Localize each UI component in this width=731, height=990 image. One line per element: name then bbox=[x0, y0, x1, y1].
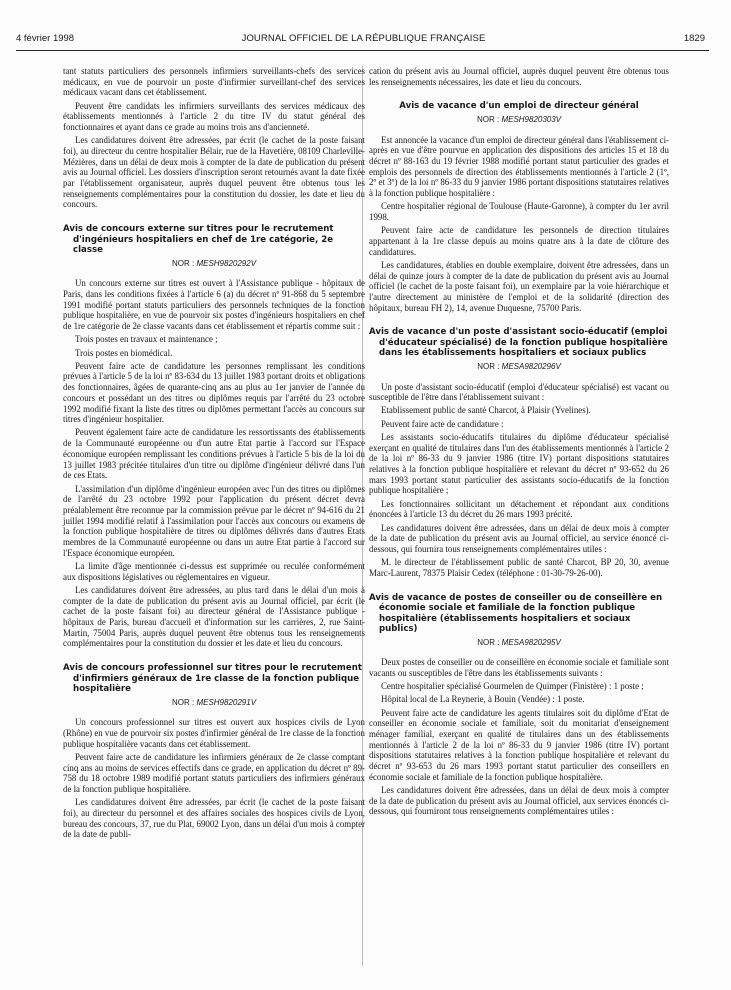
paragraph: Les candidatures doivent être adressées, dans un délai de deux mois à compter de la date de publication du présent avis au Journal officiel, aux services énoncés ci-dessous, qui fourniront tous renseignements complémentaires utiles : bbox=[369, 784, 669, 817]
paragraph: Peuvent faire acte de candidature les personnels de direction titulaires appartenant à la 1re classe depuis au moins quatre ans à la date de clôture des candidatures. bbox=[369, 225, 669, 257]
nor-reference bbox=[369, 638, 669, 649]
nor-label: NOR : bbox=[171, 258, 195, 268]
paragraph: Trois postes en biomédical. bbox=[75, 347, 173, 358]
page-number: 1829 bbox=[683, 33, 705, 44]
paragraph: Un concours professionnel sur titres est ouvert aux hospices civils de Lyon (Rhône) en vue de pourvoir six postes d'infirmier général de 1re classe de la fonction publique hospitalière vacants dans cet établissement. bbox=[63, 717, 365, 749]
paragraph: Les candidatures doivent être adressées, par écrit (le cachet de la poste faisant foi), au directeur du centre hospitalier Bélair, rue de la Havetière, 08109 Charleville-Mézières, dans un délai de deux mois à compter de la date de publication du présent avis au Journal officiel. Les dossiers d'inscription seront retournés avant la date fixée par l'établissement organisateur, auprès duquel peuvent être obtenus tous les renseignements complémentaires pour la constitution du dossier, les date et lieu du concours. bbox=[63, 135, 365, 210]
paragraph: Un concours externe sur titres est ouvert à l'Assistance publique - hôpitaux de Paris, dans les conditions fixées à l'article 6 (a) du décret nº 91-868 du 5 septembre 1991 modifié portant statuts particuliers des personnels techniques de la fonction publique hospitalière, en vue de pourvoir six postes d'ingénieurs hospitaliers en chef de 1re catégorie de 2e classe vacants dans cet établissement et répartis comme suit : bbox=[63, 278, 365, 332]
paragraph: Les candidatures doivent être adressées, dans un délai de deux mois à compter de la date de publication du présent avis au Journal officiel, au service énoncé ci-dessous, qui fournira tous renseignements complémentaires utiles : bbox=[369, 522, 669, 554]
notice-concours-externe-ingenieurs bbox=[63, 224, 365, 649]
paragraph: Peuvent être candidats les infirmiers surveillants des services médicaux des établissements mentionnés à l'article 2 du titre IV du statut général des fonctionnaires et ayant dans ce grade au moins trois ans d'ancienneté. bbox=[63, 100, 365, 133]
paragraph: Les fonctionnaires sollicitant un détachement et répondant aux conditions énoncées à l'article 13 du décret du 26 mars 1993 précité. bbox=[369, 498, 669, 520]
notice-title: Avis de vacance d'un poste d'assistant socio-éducatif (emploi d'éducateur spécialisé) de la fonction publique hospitalière dans les établissements hospitaliers et sociaux publics bbox=[369, 327, 668, 359]
nor-code: MESH9820292V bbox=[196, 258, 257, 268]
paragraph: Est annoncée la vacance d'un emploi de directeur général dans l'établissement ci-après en vue d'être pourvue en application des dispositions des articles 15 et 18 du décret nº 88-163 du 19 février 1988 modifié portant statut particulier des grades et emplois des personnels de direction des établissements mentionnés à l'article 2 (1º, 2º et 3º) de la loi nº 86-33 du 9 janvier 1986 portant dispositions statutaires relatives à la fonction publique hospitalière : bbox=[369, 134, 669, 199]
paragraph: Un poste d'assistant socio-éducatif (emploi d'éducateur spécialisé) est vacant ou susceptible de l'être dans l'établissement suivant : bbox=[369, 381, 669, 403]
paragraph: Peuvent faire acte de candidature les personnes remplissant les conditions prévues à l'article 5 de la loi nº 83-634 du 13 juillet 1983 portant droits et obligations des fonctionnaires, âgées de quarante-cinq ans au plus au 1er janvier de l'année du concours et possédant un des titres ou diplômes requis par l'arrêté du 23 octobre 1992 modifié fixant la liste des titres ou diplômes permettant l'accès au concours sur titres d'ingénieur hospitalier. bbox=[63, 360, 365, 425]
notice-title: Avis de vacance d'un emploi de directeur général bbox=[399, 101, 639, 112]
nor-code: MESH9820291V bbox=[196, 697, 257, 707]
journal-title: JOURNAL OFFICIEL DE LA RÉPUBLIQUE FRANÇAISE bbox=[241, 33, 486, 44]
nor-label: NOR : bbox=[476, 114, 500, 124]
paragraph: La limite d'âge mentionnée ci-dessus est supprimée ou reculée conformément aux dispositions législatives ou réglementaires en vigueur. bbox=[63, 560, 365, 582]
nor-reference bbox=[63, 259, 365, 270]
paragraph: L'assimilation d'un diplôme d'ingénieur européen avec l'un des titres ou diplômes de l'arrêté du 23 octobre 1992 pour l'application du présent décret devra préalablement être reconnue par la commission prévue par le décret nº 94-616 du 21 juillet 1994 modifié relatif à l'assimilation pour l'accès aux concours ou examens de la fonction publique hospitalière de titres ou diplômes délivrés dans d'autres Etats membres de la Communauté européenne ou dans un autre Etat partie à l'accord sur l'Espace économique européen. bbox=[63, 483, 365, 558]
nor-code: MESA9820295V bbox=[501, 637, 561, 647]
paragraph: Deux postes de conseiller ou de conseillère en économie sociale et familiale sont vacants ou susceptibles de l'être dans les établissements suivants : bbox=[369, 657, 669, 678]
notice-title: Avis de vacance de postes de conseiller ou de conseillère en économie sociale et familiale de la fonction publique hospitalière (établissements hospitaliers et sociaux publics) bbox=[369, 592, 663, 635]
page-header bbox=[16, 30, 711, 48]
paragraph: tant statuts particuliers des personnels infirmiers surveillants-chefs des services médicaux, en vue de pourvoir un poste d'infirmier surveillant-chef des services médicaux vacant dans cet établissement. bbox=[63, 66, 365, 98]
paragraph: Les candidatures, établies en double exemplaire, doivent être adressées, dans un délai de quinze jours à compter de la date de publication du présent avis au Journal officiel (le cachet de la poste faisant foi), un exemplaire par la voie hiérarchique et l'autre directement au ministère de l'emploi et de la solidarité (direction des hôpitaux, bureau FH 2), 14, avenue Duquesne, 75700 Paris. bbox=[369, 259, 669, 313]
paragraph: Etablissement public de santé Charcot, à Plaisir (Yvelines). bbox=[381, 405, 591, 416]
header-date: 4 février 1998 bbox=[16, 33, 75, 44]
paragraph: Les candidatures doivent être adressées, par écrit (le cachet de la poste faisant foi), au directeur du personnel et des affaires sociales des hospices civils de Lyon, bureau des concours, 37, rue du Plat, 69002 Lyon, dans un délai d'un mois à compter de la date de publi- bbox=[63, 797, 365, 840]
notice-title: Avis de concours externe sur titres pour le recrutement d'ingénieurs hospitaliers en chef de 1re catégorie, 2e classe bbox=[63, 224, 334, 256]
paragraph: Peuvent faire acte de candidature les infirmiers généraux de 2e classe comptant cinq ans au moins de services effectifs dans ce grade, en application du décret nº 89-758 du 18 octobre 1989 modifié portant statuts particuliers des infirmiers généraux de la fonction publique hospitalière. bbox=[63, 751, 365, 794]
paragraph: Les candidatures doivent être adressées, au plus tard dans le délai d'un mois à compter de la date de publication du présent avis au Journal officiel, par écrit (le cachet de la poste faisant foi) au directeur général de l'Assistance publique - hôpitaux de Paris, bureau d'accueil et d'information sur les carrières, 2, rue Saint-Martin, 75004 Paris, auprès duquel peuvent être obtenus tous les renseignements complémentaires pour la constitution du dossier et les date et lieu du concours. bbox=[63, 584, 365, 649]
notice-vacance-directeur-general bbox=[369, 101, 669, 313]
right-column bbox=[369, 66, 669, 820]
nor-label: NOR : bbox=[477, 361, 500, 371]
nor-label: NOR : bbox=[171, 697, 195, 707]
nor-code: MESA9820296V bbox=[501, 361, 561, 371]
paragraph: Peuvent faire acte de candidature les agents titulaires soit du diplôme d'Etat de conseiller en économie sociale et familiale, soit du monitariat d'enseignement ménager familial, exerçant en qualité de titulaires dans un des établissements mentionnés à l'article 2 de la loi nº 86-33 du 9 janvier 1986 (titre IV) portant dispositions statutaires relatives à la fonction publique hospitalière et relevant du décret nº 93-653 du 26 mars 1993 portant statut particulier des conseillers en économie sociale et familiale de la fonction publique hospitalière. bbox=[369, 707, 669, 782]
paragraph: Peuvent faire acte de candidature : bbox=[381, 418, 504, 429]
paragraph: Peuvent également faire acte de candidature les ressortissants des établissements de la Communauté européenne ou d'un autre Etat partie à l'accord sur l'Espace économique européen remplissant les conditions prévues à l'article 5 bis de la loi du 13 juillet 1983 précitée titulaires d'un titre ou diplôme d'ingénieur délivré dans l'un de ces Etats. bbox=[63, 427, 365, 481]
notice-vacance-assistant-socio-educatif bbox=[369, 327, 669, 578]
paragraph: Centre hospitalier régional de Toulouse (Haute-Garonne), à compter du 1er avril 1998. bbox=[369, 201, 669, 223]
nor-reference bbox=[369, 115, 669, 126]
paragraph: Centre hospitalier spécialisé Gourmelen de Quimper (Finistère) : 1 poste ; bbox=[381, 681, 644, 692]
nor-reference bbox=[369, 362, 669, 373]
paragraph: cation du présent avis au Journal officiel, auprès duquel peuvent être obtenus tous les renseignements nécessaires, les date et lieu du concours. bbox=[369, 66, 669, 87]
nor-label: NOR : bbox=[477, 637, 500, 647]
paragraph: Les assistants socio-éducatifs titulaires du diplôme d'éducateur spécialisé exerçant en qualité de titulaires dans l'un des établissements mentionnés à l'article 2 de la loi nº 86-33 du 9 janvier 1986 (titre IV) portant dispositions statutaires relatives à la fonction publique hospitalière et relevant du décret nº 93-652 du 26 mars 1993 portant statut particulier des assistants socio-éducatifs de la fonction publique hospitalière ; bbox=[369, 431, 669, 496]
notice-vacance-conseiller-economie-sociale bbox=[369, 593, 669, 818]
paragraph: Trois postes en travaux et maintenance ; bbox=[75, 334, 218, 345]
notice-concours-infirmiers-generaux bbox=[63, 663, 365, 840]
notice-title: Avis de concours professionnel sur titres pour le recrutement d'infirmiers généraux de 1re classe de la fonction publique hospitalière bbox=[63, 663, 362, 695]
header-divider bbox=[16, 50, 709, 51]
nor-reference bbox=[63, 698, 365, 709]
paragraph: M. le directeur de l'établissement public de santé Charcot, BP 20, 30, avenue Marc-Laurent, 78375 Plaisir Cedex (téléphone : 01-30-79-26-00). bbox=[369, 557, 669, 578]
paragraph: Hôpital local de La Reynerie, à Bouin (Vendée) : 1 poste. bbox=[381, 694, 585, 705]
nor-code: MESH9820303V bbox=[501, 114, 562, 124]
left-column bbox=[63, 66, 365, 842]
